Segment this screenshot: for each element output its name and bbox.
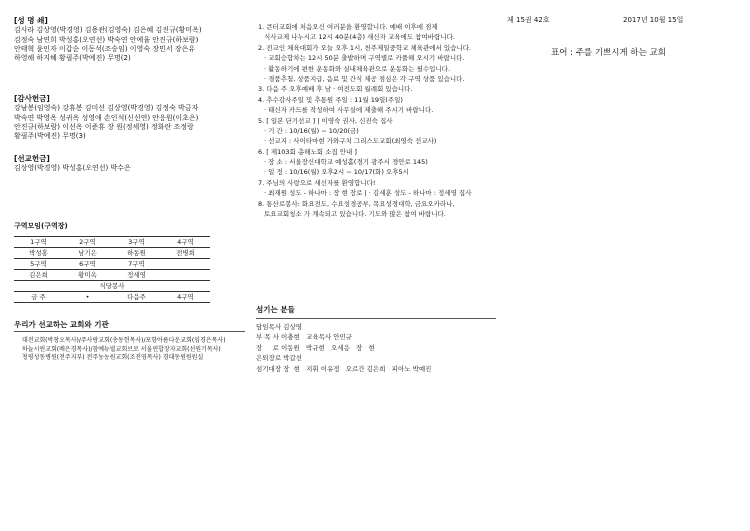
- church-motto: 표어 : 주를 기쁘시게 하는 교회: [551, 48, 666, 58]
- name-line: 황필주(박예진) 무명(3): [14, 132, 86, 141]
- table-cell: 1구역: [14, 237, 63, 248]
- missions-list: [22, 337, 247, 363]
- table-cell: 하동원: [112, 248, 161, 259]
- table-cell: [161, 259, 210, 270]
- name-line: 하영해 하지혜 황필주(박예진) 무명(2): [14, 54, 131, 63]
- table-row: [14, 292, 210, 303]
- table-cell: 금 주: [14, 292, 63, 303]
- bulletin-date: 2017년 10월 15일: [623, 16, 684, 24]
- offering-list-1: [14, 16, 236, 64]
- servants-title: 섬기는 분들: [256, 305, 295, 314]
- table-cell: 남기은: [63, 248, 112, 259]
- mission-line: 대전교회(박창오목사)/주사랑교회(송동헌목사)/포항아름다운교회(임경은목사): [22, 337, 226, 344]
- issue-number: 제 15권 42호: [507, 16, 550, 24]
- table-cell: 황미옥: [63, 270, 112, 281]
- table-cell: 김은희: [14, 270, 63, 281]
- table-row: [14, 248, 210, 259]
- announcement-item: 1. 큰터교회에 처음오신 여러분을 환영합니다. 예배 이후에 점제: [258, 23, 438, 31]
- section-title: [감사헌금]: [14, 94, 50, 103]
- name-line: 박숙연 박영옥 성귀옥 성영애 손인석(신선연) 안응원(이초은): [14, 113, 199, 122]
- announcement-detail: · 태신자 카드를 작성하여 사무실에 제출해 주시기 바랍니다.: [264, 106, 434, 115]
- table-cell: 다음주: [112, 292, 161, 303]
- table-row: [14, 237, 210, 248]
- name-line: 강남봉(임영숙) 강휴봉 김미선 김상영(박경영) 김정숙 박금자: [14, 104, 199, 113]
- announcement-detail: · 일 정 : 10/16(월) 오후2시 ~ 10/17(화) 오후5시: [264, 168, 409, 177]
- section-title: [선교헌금]: [14, 154, 50, 163]
- divider: [256, 318, 496, 319]
- announcement-detail: · 활동하기에 편한 운동화와 실내체육관으로 운동화는 필수입니다.: [264, 64, 451, 73]
- servant-line: 은퇴장로 박갑선: [256, 354, 303, 363]
- table-cell: 2구역: [63, 237, 112, 248]
- announcement-detail: 식사교제 나누시고 12시 40분(4층) 새신자 교육에도 참여바랍니다.: [264, 33, 455, 42]
- table-cell: [161, 270, 210, 281]
- announcement-item: 4. 추수감사주일 및 추통원 주일 : 11월 19일(주일): [258, 95, 403, 104]
- offering-list-3: [14, 154, 236, 174]
- table-cell: 5구역: [14, 259, 63, 270]
- missions-title: 우리가 선교하는 교회와 기관: [14, 320, 109, 329]
- announcement-item: 3. 다음 주 오후예배 후 남 · 여전도회 월례회 있습니다.: [258, 85, 413, 94]
- servants-rule-wrap: [256, 318, 496, 319]
- table-row: [14, 270, 210, 281]
- servant-line: 섬기대장 장 현 지휘 이유정 오르간 김은희 피아노 박예진: [256, 364, 432, 373]
- announcement-item: 5. [ 일본 단기선교 ] | 이영숙 권사, 신진숙 집사: [258, 116, 393, 125]
- name-line: 김정숙 남연희 박성홍(오연선) 박숙연 안예율 안진규(하보람): [14, 35, 199, 44]
- name-line: 안태혁 윤인자 이갑순 이동석(조승임) 이영숙 장민서 장은유: [14, 45, 196, 53]
- announcement-detail: · 장 소 : 서울장신대학교 예성홀(경기 광주시 경안로 145): [264, 158, 428, 167]
- table-cell: 7구역: [112, 259, 161, 270]
- table-cell: 정세영: [112, 270, 161, 281]
- announcement-item: 8. 통산로봉사: 화요전도, 수요성경공부, 목요성경대학, 금요오카라나,: [258, 199, 455, 208]
- announcement-detail: · 교회승합차는 12시 50분 출발하며 구역별로 카풀해 오시기 바랍니다.: [264, 54, 465, 63]
- section-title: [성 명 쇄]: [14, 16, 48, 25]
- table-cell: •: [63, 292, 112, 303]
- table-cell: 6구역: [63, 259, 112, 270]
- announcement-detail: · 기 간 : 10/16(월) ~ 10/20(금): [264, 126, 359, 135]
- table-cell: 3구역: [112, 237, 161, 248]
- zones-table: [14, 236, 210, 303]
- announcements: [258, 22, 500, 219]
- meal-service-title: 식당봉사: [14, 281, 210, 292]
- announcement-detail: · 최재원 성도 - 하나마 : 장 현 장로 | · 김세훈 성도 - 하나마 : 정세영 집사: [264, 189, 472, 198]
- servant-line: 장 로 이동원 박규현 오세응 장 현: [256, 343, 375, 352]
- servant-line: 부 목 사 이충현 교육목사 안민규: [256, 333, 353, 342]
- servants-list: [256, 322, 431, 374]
- table-cell: 전병희: [161, 248, 210, 259]
- servant-line: 담임목사 김상영: [256, 323, 303, 331]
- announcement-item: 6. [ 제103회 총해노회 소집 안내 ]: [258, 147, 357, 156]
- divider: [14, 331, 245, 332]
- table-cell: 박성홍: [14, 248, 63, 259]
- announcement-detail: 토요교회청소 가 계속되고 있습니다. 기도와 많은 참여 바랍니다.: [264, 210, 446, 219]
- mission-line: 청평성동병원(전주지부) 전주농농원교회(조진영목사) 경대동원원원실: [22, 354, 204, 362]
- missions-rule-wrap: [14, 331, 245, 332]
- offering-list-2: [14, 94, 236, 142]
- announcement-detail: · 경품추첨, 상품지급, 음료 및 간식 제공 점심은 각 구역 상품 있습니다.: [264, 74, 465, 83]
- table-cell: 4구역: [161, 292, 210, 303]
- mission-line: 하늘시윈교회(배은경목사)/참예뉴빌교회브로 서울연합장자교회(선원기목사): [22, 345, 221, 353]
- table-cell: 4구역: [161, 237, 210, 248]
- zones-title: 구역모임(구역장): [14, 222, 68, 230]
- announcement-detail: · 선교지 : 사이타마현 가와구치 그리스도교회(최영숙 선교사): [264, 137, 437, 146]
- announcement-item: 2. 전교인 체육대회가 오늘 오후 1시, 천주제일중학교 체육관에서 있습니다.: [258, 43, 472, 52]
- table-row: [14, 281, 210, 292]
- announcement-item: 7. 주님의 사랑으로 새신자를 환영합니다!: [258, 178, 376, 187]
- table-row: [14, 259, 210, 270]
- name-line: 안진규(하보람) 이선옥 이준휴 장 원(정세영) 정화란 조정랑: [14, 123, 194, 131]
- name-line: 김사라 김상영(박경영) 김용관(김영숙) 김은혜 김진규(황미옥): [14, 26, 202, 35]
- name-line: 김상영(박경영) 박성홍(오연선) 박수은: [14, 164, 131, 173]
